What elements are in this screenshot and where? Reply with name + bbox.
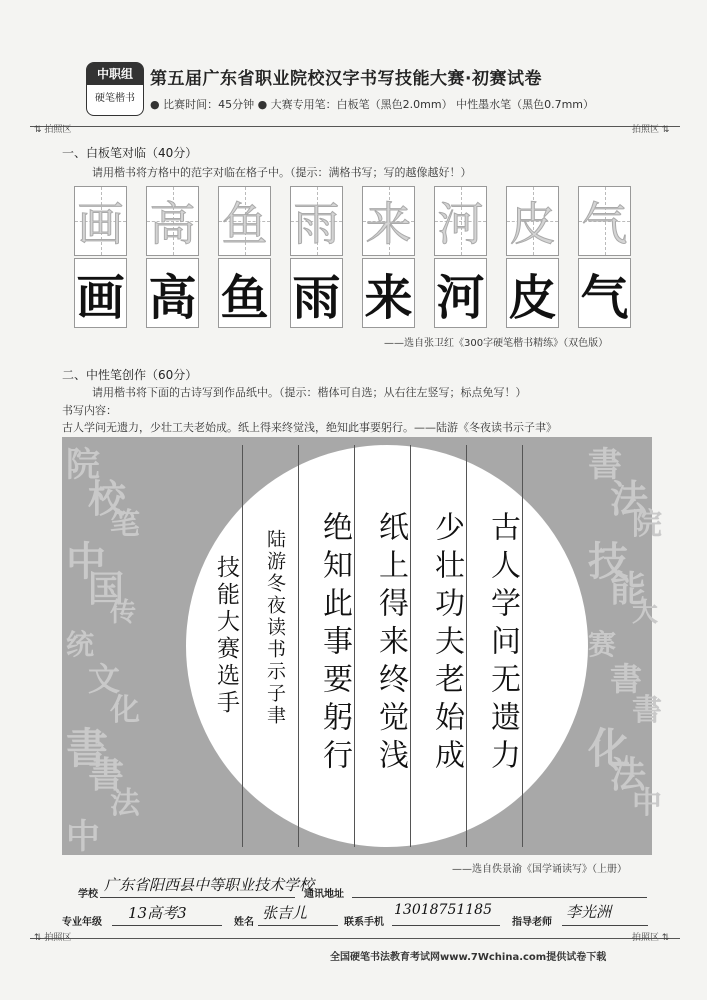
major-field[interactable]: 13高考3: [128, 904, 187, 922]
watermark-char: 院: [632, 507, 662, 542]
scan-zone-left-bottom: ⇅ 拍照区: [34, 933, 72, 943]
model-char-cell: [74, 186, 127, 256]
watermark-char: 中: [66, 538, 106, 585]
contestant-mark: 技能大赛选手: [213, 555, 239, 717]
model-char-cell: [578, 186, 631, 256]
poem-column-2: 少壮功夫老始成: [429, 511, 464, 777]
watermark-char: 法: [110, 786, 140, 821]
written-char-cell[interactable]: 画: [74, 258, 127, 328]
division-label: 中职组: [87, 63, 143, 85]
watermark-char: 中: [632, 786, 662, 821]
scan-zone-left-top: ⇅ 拍照区: [34, 125, 72, 135]
watermark-char: 化: [588, 724, 631, 773]
phone-label: 联系手机: [344, 917, 384, 928]
school-field[interactable]: 广东省阳西县中等职业技术学校: [104, 876, 315, 894]
watermark-char: 中: [66, 817, 100, 857]
address-label: 通讯地址: [304, 889, 344, 900]
footer-credit: 全国硬笔书法教育考试网www.7Wchina.com提供试卷下载: [330, 952, 607, 963]
section2-source: ——选自佚景渝《国学诵读写》（上册）: [452, 864, 627, 875]
artwork-paper: [62, 437, 662, 857]
name-field[interactable]: 张吉儿: [262, 904, 308, 922]
watermark-char: 書: [610, 660, 643, 698]
watermark-char: 書: [588, 445, 622, 485]
watermark-char: 赛: [588, 628, 617, 661]
written-char-cell[interactable]: 来: [362, 258, 415, 328]
scan-zone-right-bottom: 拍照区 ⇅: [632, 933, 670, 943]
writing-circle: [186, 445, 588, 847]
model-char-cell: [290, 186, 343, 256]
model-char: 雨: [293, 197, 340, 251]
poem-column-4: 绝知此事要躬行: [317, 511, 352, 777]
teacher-field[interactable]: 李光洲: [566, 903, 612, 921]
model-char: 高: [149, 197, 196, 251]
model-char: 气: [581, 197, 628, 251]
watermark-char: 能: [610, 568, 647, 610]
model-char-cell: [362, 186, 415, 256]
watermark-char: 書: [632, 693, 662, 728]
watermark-char: 大: [632, 598, 659, 628]
watermark-char: 化: [110, 693, 140, 728]
written-char-cell[interactable]: 雨: [290, 258, 343, 328]
written-char-cell[interactable]: 气: [578, 258, 631, 328]
watermark-char: 書: [66, 724, 109, 773]
written-char-cell[interactable]: 皮: [506, 258, 559, 328]
poem-signature: 陆游冬夜读书示子聿: [264, 529, 286, 727]
scan-zone-right-top: 拍照区 ⇅: [632, 125, 670, 135]
address-field[interactable]: [352, 897, 647, 898]
watermark-char: 法: [610, 476, 649, 521]
section1-instruction: 请用楷书将方格中的范字对临在格子中。（提示：满格书写；写的越像越好！）: [92, 166, 472, 179]
model-char-cell: [146, 186, 199, 256]
watermark-char: 技: [588, 538, 628, 585]
poem-text: 古人学问无遗力，少壮工夫老始成。纸上得来终觉浅，绝知此事要躬行。——陆游《冬夜读书示子聿》: [62, 421, 557, 434]
top-rule: [30, 126, 680, 127]
division-badge: [86, 62, 144, 116]
watermark-char: 传: [110, 598, 137, 628]
model-char: 河: [437, 197, 484, 251]
written-char-cell[interactable]: 鱼: [218, 258, 271, 328]
name-label: 姓名: [234, 917, 254, 928]
model-char-cell: [434, 186, 487, 256]
watermark-char: 统: [66, 628, 95, 661]
major-line: [112, 925, 222, 926]
model-char-cell: [218, 186, 271, 256]
style-label: 硬笔楷书: [95, 93, 135, 104]
teacher-label: 指导老师: [512, 917, 552, 928]
phone-field[interactable]: 13018751185: [394, 902, 492, 918]
name-line: [258, 925, 338, 926]
watermark-char: 国: [88, 568, 125, 610]
model-char: 皮: [509, 197, 556, 251]
phone-line: [392, 925, 500, 926]
watermark-char: 法: [610, 754, 647, 796]
model-char: 鱼: [221, 197, 268, 251]
watermark-char: 校: [88, 476, 127, 521]
school-line: [100, 897, 295, 898]
section2-instruction: 请用楷书将下面的古诗写到作品纸中。（提示：楷体可自选；从右往左竖写；标点免写！）: [92, 386, 527, 399]
school-label: 学校: [78, 889, 98, 900]
poem-column-3: 纸上得来终觉浅: [373, 511, 408, 777]
major-label: 专业年级: [62, 917, 102, 928]
bottom-rule: [30, 938, 680, 939]
exam-info: ● 比赛时间：45分钟 ● 大赛专用笔：白板笔（黑色2.0mm） 中性墨水笔（黑色0.7mm）: [150, 98, 595, 111]
written-char-cell[interactable]: 高: [146, 258, 199, 328]
watermark-char: 笔: [110, 507, 140, 542]
written-char-cell[interactable]: 河: [434, 258, 487, 328]
content-label: 书写内容：: [62, 404, 117, 417]
section1-heading: 一、白板笔对临（40分）: [62, 146, 198, 160]
page-title: 第五届广东省职业院校汉字书写技能大赛·初赛试卷: [150, 69, 542, 89]
watermark-char: 文: [88, 660, 121, 698]
section2-heading: 二、中性笔创作（60分）: [62, 368, 198, 382]
poem-column-1: 古人学问无遗力: [485, 511, 520, 777]
model-char: 来: [365, 197, 412, 251]
model-char-cell: [506, 186, 559, 256]
watermark-char: 院: [66, 445, 100, 485]
column-divider: [298, 445, 299, 847]
section1-source: ——选自张卫红《300字硬笔楷书精练》（双色版）: [384, 338, 609, 349]
watermark-char: 書: [88, 754, 125, 796]
teacher-line: [562, 925, 648, 926]
model-char: 画: [77, 197, 124, 251]
